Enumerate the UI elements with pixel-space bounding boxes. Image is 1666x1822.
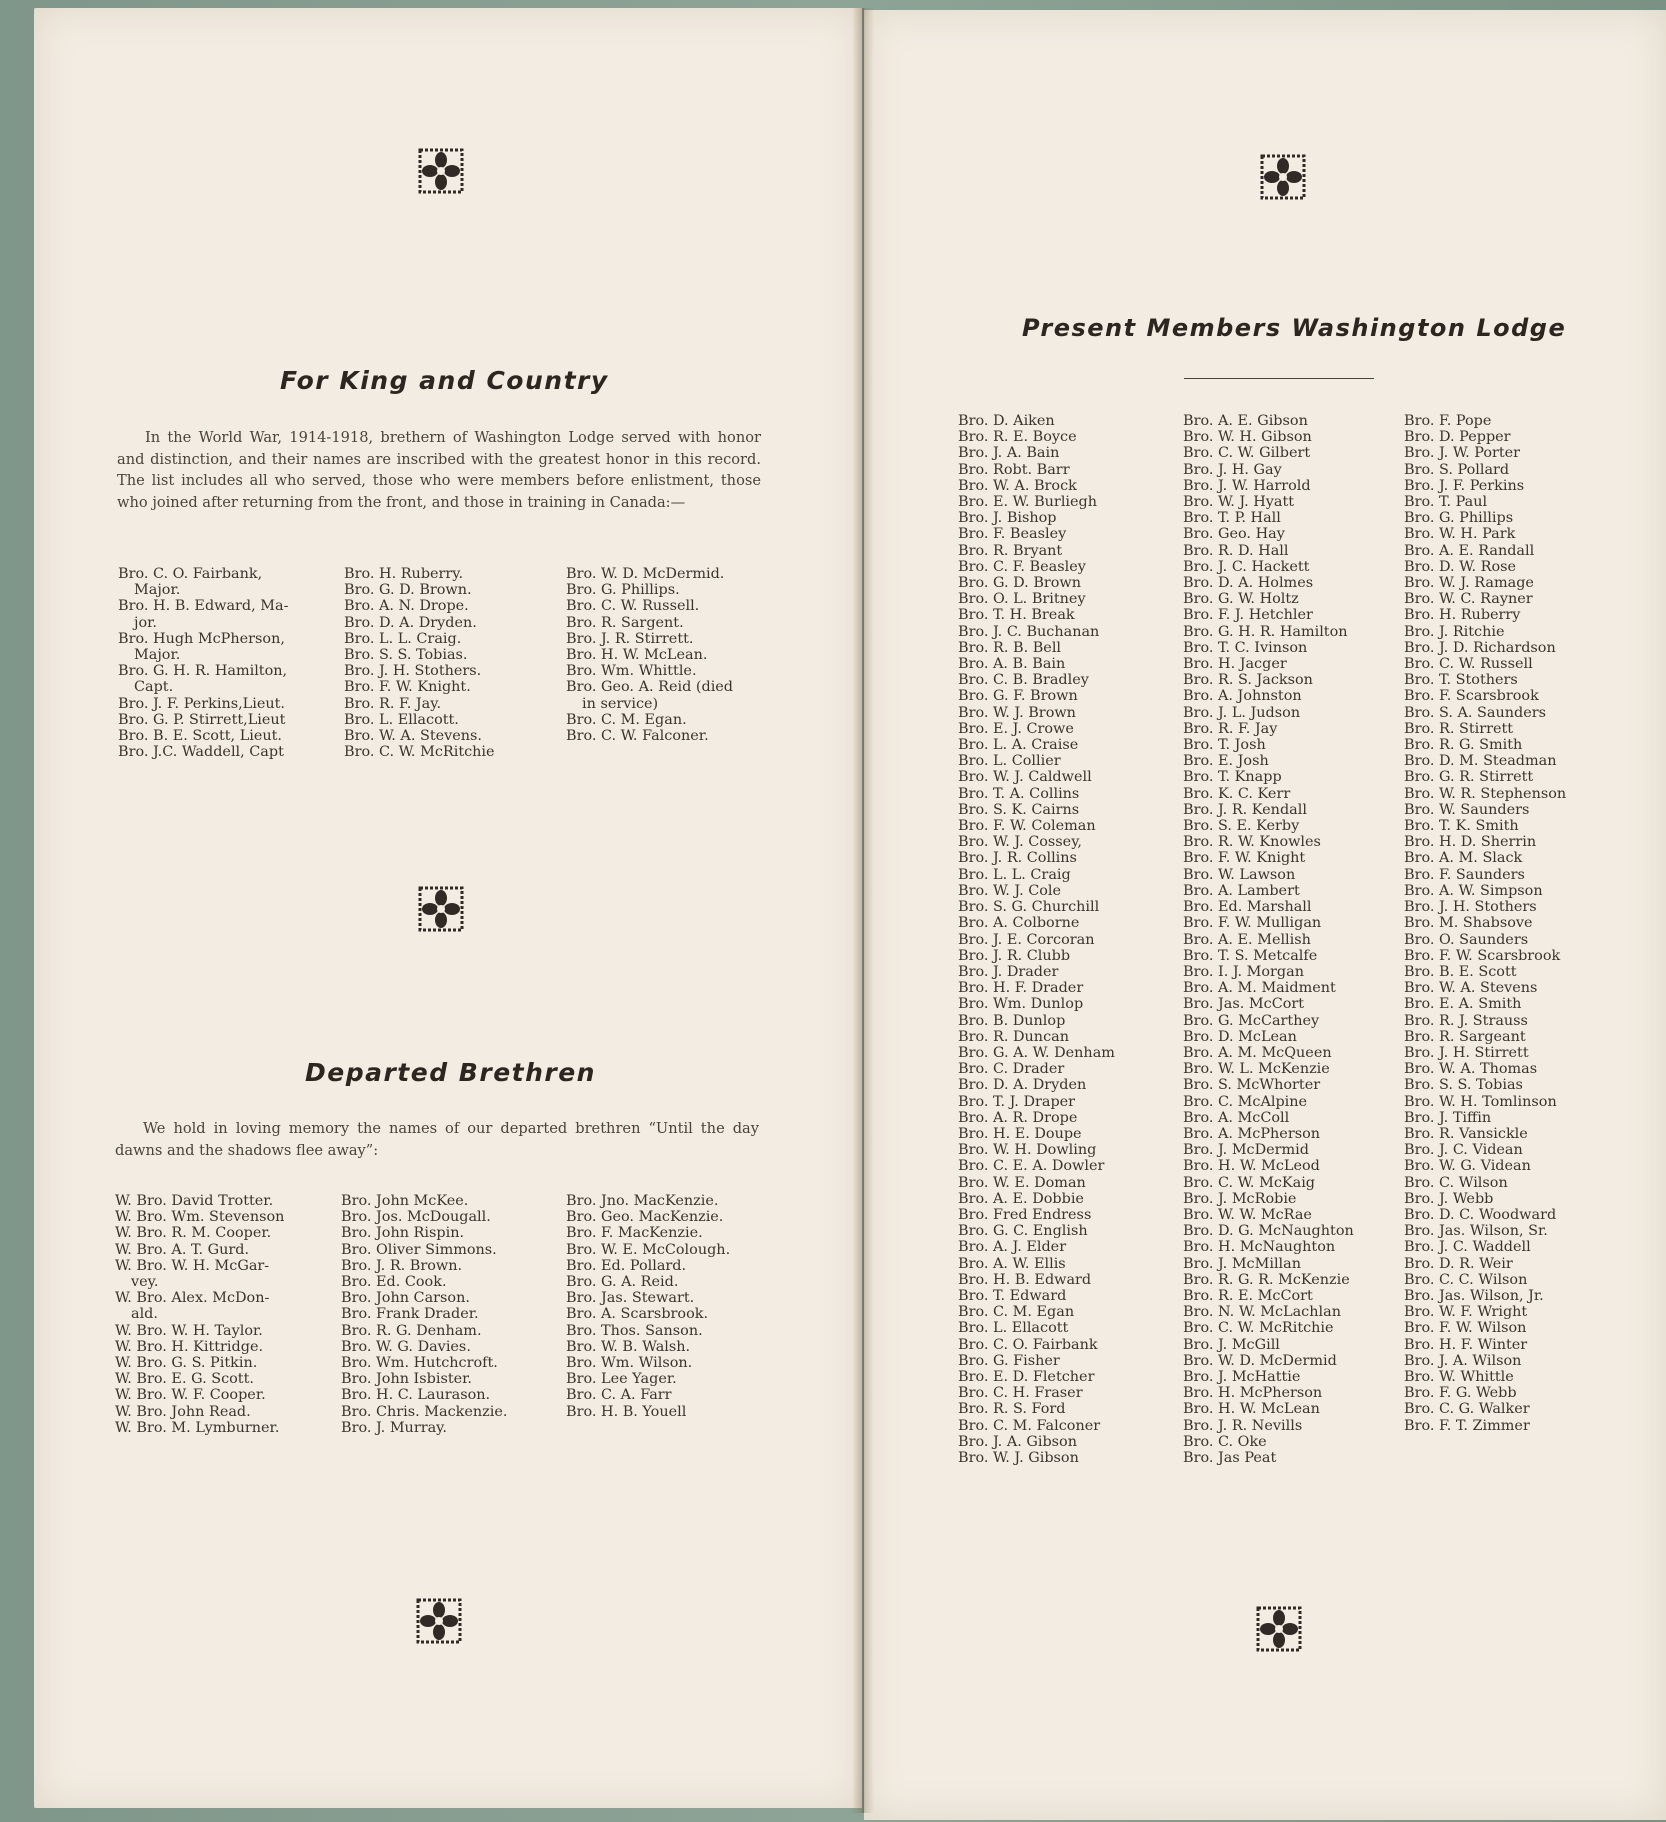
list-item: Bro. C. W. McRitchie [1183,1320,1334,1337]
list-item: Bro. H. W. McLean [1183,1401,1320,1418]
list-item: Bro. J. L. Judson [1183,704,1301,721]
list-item: Bro. N. W. McLachlan [1183,1304,1341,1321]
list-item: Bro. G. C. English [958,1223,1088,1240]
list-item: W. Bro. H. Kittridge. [115,1338,264,1355]
list-item: Bro. J. A. Bain [958,445,1060,462]
list-item: Bro. A. McColl [1183,1109,1290,1126]
list-item: ald. [131,1306,158,1323]
list-item: Bro. H. Jacger [1183,656,1287,673]
list-item: Bro. A. M. Slack [1404,850,1523,867]
list-item: Bro. F. Pope [1404,413,1492,429]
list-item: Bro. Wm. Dunlop [958,996,1084,1013]
list-item: Bro. A. Colborne [958,915,1080,932]
list-item: Bro. R. B. Bell [958,639,1062,656]
list-item: Bro. W. E. McColough. [566,1241,731,1258]
list-item: Bro. D. R. Weir [1404,1255,1513,1272]
list-item: Bro. Jas. Stewart. [566,1290,695,1307]
list-item: Bro. D. McLean [1183,1028,1297,1045]
list-item: Bro. A. Johnston [1183,688,1302,705]
list-item: Bro. J. F. Perkins [1404,477,1525,494]
list-item: Bro. C. Drader [958,1061,1065,1078]
list-item: Bro. J. Tiffin [1404,1109,1492,1126]
list-item: Bro. R. S. Jackson [1183,672,1313,689]
list-item: Bro. C. G. Walker [1404,1401,1530,1418]
list-item: Bro. E. A. Smith [1404,996,1522,1013]
list-item: Bro. B. Dunlop [958,1012,1066,1029]
departed-intro: We hold in loving memory the names of our departed brethren “Until the day dawns and the shadows flee away”: [115,1120,759,1159]
list-item: Bro. H. B. Edward, Ma- [118,598,289,615]
list-item: Bro. W. J. Gibson [958,1450,1079,1466]
list-item: Bro. R. S. Ford [958,1401,1066,1418]
list-item: Bro. J. C. Waddell [1404,1239,1531,1256]
list-item: W. Bro. Alex. McDon- [115,1290,270,1307]
list-item: Bro. J. R. Collins [958,850,1077,867]
list-item: Bro. W. J. Cole [958,882,1062,899]
list-item: Bro. W. A. Stevens. [344,728,483,745]
list-item: Bro. W. B. Walsh. [566,1338,691,1355]
list-item: Bro. Oliver Simmons. [341,1241,497,1258]
list-item: Bro. W. Saunders [1404,801,1530,818]
list-item: Bro. Ed. Pollard. [566,1257,687,1274]
list-item: Bro. H. McPherson [1183,1385,1323,1402]
list-item: Bro. A. E. Dobbie [958,1190,1084,1207]
list-item: W. Bro. A. T. Gurd. [115,1241,250,1258]
list-item: Bro. E. Josh [1183,753,1269,770]
list-item: Bro. L. A. Craise [958,737,1079,754]
list-item: Bro. W. F. Wright [1404,1304,1528,1321]
list-item: Bro. E. D. Fletcher [958,1368,1095,1385]
list-item: Bro. R. Sargeant [1404,1028,1526,1045]
list-item: Bro. W. E. Doman [958,1174,1086,1191]
list-item: Bro. G. H. R. Hamilton, [118,663,288,680]
list-item: Bro. D. G. McNaughton [1183,1223,1354,1240]
list-item: Bro. H. E. Doupe [958,1125,1082,1142]
list-item: Bro. G. H. R. Hamilton [1183,623,1348,640]
list-item: Bro. T. K. Smith [1404,818,1519,835]
list-item: Bro. W. D. McDermid. [566,566,725,582]
list-item: Bro. John Carson. [341,1290,470,1307]
list-item: Bro. J. A. Wilson [1404,1352,1522,1369]
list-item: Bro. W. A. Thomas [1404,1061,1538,1078]
list-item: Bro. F. W. Knight. [344,679,471,696]
list-item: Bro. W. Lawson [1183,866,1296,883]
list-item: Bro. R. Bryant [958,542,1063,559]
list-item: Bro. R. G. Denham. [341,1322,482,1339]
list-item: Bro. Jos. McDougall. [341,1209,491,1226]
list-item: Bro. G. Phillips. [566,582,680,599]
members-list-col3 [1404,413,1600,1434]
list-item: Bro. D. Pepper [1404,429,1511,446]
list-item: Bro. C. C. Wilson [1404,1271,1528,1288]
list-item: W. Bro. W. H. Taylor. [115,1322,263,1339]
list-item: Bro. G. F. Brown [958,688,1078,705]
list-item: Bro. Jas. Wilson, Jr. [1404,1287,1544,1304]
list-item: Bro. F. W. Wilson [1404,1320,1527,1337]
list-item: Bro. Chris. Mackenzie. [341,1403,508,1420]
list-item: Bro. C. M. Falconer [958,1417,1101,1434]
list-item: Bro. C. H. Fraser [958,1385,1083,1402]
list-item: Bro. H. W. McLeod [1183,1158,1320,1175]
list-item: Bro. G. D. Brown [958,575,1082,592]
list-item: Bro. W. R. Stephenson [1404,785,1567,802]
list-item: Bro. J. C. Buchanan [958,623,1100,640]
list-item: Bro. W. A. Brock [958,477,1077,494]
list-item: Bro. G. W. Holtz [1183,591,1299,608]
list-item: Bro. Ed. Marshall [1183,899,1312,916]
list-item: Bro. R. J. Strauss [1404,1012,1528,1029]
list-item: Bro. T. P. Hall [1183,510,1281,527]
list-item: Bro. Jno. MacKenzie. [566,1193,719,1209]
list-item: Bro. S. K. Cairns [958,801,1080,818]
list-item: Bro. O. L. Britney [958,591,1086,608]
list-item: Bro. Hugh McPherson, [118,630,285,647]
list-item: Bro. J. Drader [958,963,1059,980]
list-item: Bro. C. A. Farr [566,1387,672,1404]
list-item: Bro. Ed. Cook. [341,1274,447,1291]
list-item: Bro. F. W. Knight [1183,850,1306,867]
list-item: Bro. Jas. Wilson, Sr. [1404,1223,1548,1240]
list-item: Bro. G. P. Stirrett,Lieut [118,711,286,728]
list-item: Bro. A. McPherson [1183,1125,1321,1142]
members-heading: Present Members Washington Lodge [1022,314,1567,342]
list-item: Bro. Geo. Hay [1183,526,1285,543]
list-item: Bro. J. H. Stothers [1404,899,1537,916]
list-item: Bro. W. Whittle [1404,1368,1514,1385]
list-item: Bro. H. F. Drader [958,980,1084,997]
list-item: Bro. J.C. Waddell, Capt [118,744,284,761]
list-item: Bro. O. Saunders [1404,931,1529,948]
list-item: Bro. John Rispin. [341,1225,465,1242]
list-item: Bro. F. MacKenzie. [566,1225,703,1242]
list-item: Bro. F. G. Webb [1404,1385,1517,1402]
list-item: Bro. L. Ellacott. [344,711,459,728]
leaf-ornament-icon [416,884,466,934]
list-item: Bro. H. F. Winter [1404,1336,1528,1353]
list-item: Bro. H. B. Edward [958,1271,1092,1288]
list-item: Bro. C. O. Fairbank, [118,566,263,582]
list-item: Bro. A. B. Bain [958,656,1066,673]
list-item: Bro. C. F. Beasley [958,558,1086,575]
list-item: Bro. F. Beasley [958,526,1067,543]
list-item: W. Bro. W. H. McGar- [115,1257,270,1274]
members-list-col2 [1183,413,1397,1466]
list-item: Bro. Geo. MacKenzie. [566,1209,724,1226]
list-item: Bro. D. W. Rose [1404,558,1517,575]
list-item: Bro. L. L. Craig [958,866,1071,883]
list-item: Bro. T. A. Collins [958,785,1080,802]
list-item: Capt. [134,679,174,696]
list-item: Bro. J. C. Videan [1404,1142,1523,1159]
list-item: Bro. W. J. Ramage [1404,575,1534,592]
list-item: Bro. C. W. Russell. [566,598,700,615]
list-item: Bro. J. McDermid [1183,1142,1310,1159]
list-item: Bro. A. E. Mellish [1183,931,1311,948]
list-item: Bro. T. Knapp [1183,769,1282,786]
list-item: Bro. W. H. Dowling [958,1142,1097,1159]
list-item: Bro. Robt. Barr [958,461,1070,478]
list-item: Bro. F. Scarsbrook [1404,688,1539,705]
list-item: Bro. D. A. Dryden [958,1077,1087,1094]
list-item: W. Bro. David Trotter. [115,1193,274,1209]
list-item: Bro. H. W. McLean. [566,647,708,664]
list-item: Bro. C. W. Russell [1404,656,1533,673]
members-list-col1 [958,413,1172,1466]
list-item: Bro. C. O. Fairbank [958,1336,1098,1353]
list-item: Bro. Jas. McCort [1183,996,1305,1013]
list-item: Bro. F. W. Coleman [958,818,1096,835]
list-item: Bro. Frank Drader. [341,1306,479,1323]
list-item: Bro. J. R. Nevills [1183,1417,1303,1434]
list-item: Bro. A. J. Elder [958,1239,1067,1256]
list-item: Bro. T. Stothers [1404,672,1518,689]
list-item: Bro. A. E. Randall [1404,542,1535,559]
king-heading: For King and Country [280,366,609,395]
list-item: Bro. G. Phillips [1404,510,1514,527]
list-item: Bro. John McKee. [341,1193,469,1209]
king-list-col1 [118,566,318,760]
leaf-ornament-icon [414,1596,464,1646]
list-item: Bro. Lee Yager. [566,1371,677,1388]
list-item: W. Bro. G. S. Pitkin. [115,1355,258,1372]
list-item: Major. [134,647,181,664]
leaf-ornament-icon [1258,152,1308,202]
list-item: Bro. C. M. Egan. [566,711,687,728]
leaf-ornament-icon [416,146,466,196]
list-item: Bro. J. H. Stirrett [1404,1044,1529,1061]
list-item: Bro. R. Stirrett [1404,720,1514,737]
list-item: Bro. J. R. Stirrett. [566,630,694,647]
list-item: W. Bro. M. Lymburner. [115,1419,280,1436]
list-item: Bro. W. H. Gibson [1183,429,1312,446]
list-item: Bro. R. Duncan [958,1028,1069,1045]
departed-list-col2 [341,1193,553,1436]
list-item: Bro. F. W. Scarsbrook [1404,947,1561,964]
list-item: Bro. R. G. R. McKenzie [1183,1271,1350,1288]
list-item: Bro. C. M. Egan [958,1304,1075,1321]
list-item: Bro. A. M. McQueen [1183,1044,1332,1061]
list-item: Bro. W. J. Hyatt [1183,494,1295,511]
list-item: Bro. Wm. Hutchcroft. [341,1355,498,1372]
list-item: Bro. G. A. Reid. [566,1274,679,1291]
list-item: Bro. J. R. Kendall [1183,801,1307,818]
list-item: Bro. K. C. Kerr [1183,785,1291,802]
list-item: Bro. T. S. Metcalfe [1183,947,1318,964]
departed-heading: Departed Brethren [305,1058,596,1087]
list-item: Bro. F. Saunders [1404,866,1525,883]
list-item: W. Bro. Wm. Stevenson [115,1209,285,1226]
list-item: Bro. R. G. Smith [1404,737,1523,754]
list-item: Bro. R. Vansickle [1404,1125,1528,1142]
list-item: Bro. D. A. Dryden. [344,614,477,631]
list-item: Bro. Jas Peat [1183,1450,1277,1466]
list-item: Bro. C. W. Gilbert [1183,445,1311,462]
list-item: Bro. F. T. Zimmer [1404,1417,1530,1434]
list-item: Bro. J. McGill [1183,1336,1280,1353]
list-item: Bro. Thos. Sanson. [566,1322,703,1339]
list-item: Bro. W. J. Brown [958,704,1076,721]
list-item: Bro. B. E. Scott [1404,963,1517,980]
list-item: Bro. Fred Endress [958,1206,1092,1223]
list-item: Bro. D. A. Holmes [1183,575,1314,592]
list-item: Bro. J. E. Corcoran [958,931,1095,948]
list-item: Bro. A. W. Simpson [1404,882,1543,899]
list-item: Bro. T. C. Ivinson [1183,639,1308,656]
list-item: Bro. J. D. Richardson [1404,639,1556,656]
list-item: Bro. F. W. Mulligan [1183,915,1322,932]
list-item: Bro. J. F. Perkins,Lieut. [118,695,285,712]
list-item: Bro. W. J. Caldwell [958,769,1092,786]
list-item: Bro. J. A. Gibson [958,1433,1077,1450]
list-item: Bro. J. Murray. [341,1419,447,1436]
list-item: Bro. G. D. Brown. [344,582,472,599]
list-item: Bro. W. W. McRae [1183,1206,1312,1223]
list-item: Bro. J. W. Harrold [1183,477,1311,494]
list-item: Bro. D. M. Steadman [1404,753,1557,770]
list-item: Bro. Wm. Whittle. [566,663,697,680]
list-item: Bro. W. H. Tomlinson [1404,1093,1557,1110]
list-item: Bro. W. G. Davies. [341,1338,471,1355]
list-item: Bro. C. W. McRitchie [344,744,495,761]
list-item: Bro. L. Ellacott [958,1320,1069,1337]
list-item: W. Bro. R. M. Cooper. [115,1225,272,1242]
list-item: Bro. H. B. Youell [566,1403,687,1420]
list-item: Bro. W. L. McKenzie [1183,1061,1330,1078]
list-item: Bro. E. W. Burliegh [958,494,1098,511]
list-item: Bro. E. J. Crowe [958,720,1074,737]
list-item: Bro. A. E. Gibson [1183,413,1308,429]
list-item: Bro. I. J. Morgan [1183,963,1304,980]
list-item: Bro. S. A. Saunders [1404,704,1547,721]
list-item: W. Bro. W. F. Cooper. [115,1387,266,1404]
list-item: Bro. A. M. Maidment [1183,980,1336,997]
list-item: Bro. S. Pollard [1404,461,1510,478]
list-item: Bro. R. D. Hall [1183,542,1289,559]
leaf-ornament-icon [1254,1604,1304,1654]
list-item: Bro. H. McNaughton [1183,1239,1336,1256]
list-item: Bro. M. Shabsove [1404,915,1533,932]
list-item: Bro. C. W. Falconer. [566,728,709,745]
list-item: Major. [134,582,181,599]
list-item: Bro. A. Lambert [1183,882,1300,899]
list-item: Bro. J. McMillan [1183,1255,1301,1272]
list-item: Bro. S. McWhorter [1183,1077,1321,1094]
list-item: Bro. G. Fisher [958,1352,1060,1369]
list-item: Bro. R. E. Boyce [958,429,1077,446]
list-item: Bro. R. Sargent. [566,614,684,631]
list-item: Bro. L. L. Craig. [344,630,462,647]
list-item: Bro. C. McAlpine [1183,1093,1308,1110]
list-item: W. Bro. John Read. [115,1403,251,1420]
list-item: Bro. H. C. Laurason. [341,1387,491,1404]
list-item: Bro. J. Ritchie [1404,623,1505,640]
list-item: Bro. J. H. Gay [1183,461,1282,478]
list-item: Bro. B. E. Scott, Lieut. [118,728,282,745]
list-item: Bro. R. F. Jay [1183,720,1278,737]
list-item: Bro. W. C. Rayner [1404,591,1533,608]
list-item: Bro. A. N. Drope. [344,598,469,615]
list-item: Bro. John Isbister. [341,1371,472,1388]
list-item: Bro. R. E. McCort [1183,1287,1313,1304]
list-item: Bro. W. H. Park [1404,526,1516,543]
list-item: Bro. A. R. Drope [958,1109,1078,1126]
list-item: Bro. G. R. Stirrett [1404,769,1534,786]
list-item: Bro. J. W. Porter [1404,445,1521,462]
list-item: Bro. G. A. W. Denham [958,1044,1115,1061]
list-item: Bro. H. Ruberry. [344,566,464,582]
list-item: Bro. L. Collier [958,753,1061,770]
list-item: Bro. J. R. Clubb [958,947,1071,964]
list-item: Bro. C. Wilson [1404,1174,1508,1191]
king-list-col3 [566,566,776,744]
list-item: Bro. T. J. Draper [958,1093,1076,1110]
list-item: Bro. W. G. Videan [1404,1158,1531,1175]
king-list-col2 [344,566,554,760]
list-item: Bro. T. H. Break [958,607,1075,624]
list-item: Bro. G. McCarthey [1183,1012,1320,1029]
list-item: Bro. J. Bishop [958,510,1057,527]
list-item: Bro. A. W. Ellis [958,1255,1066,1272]
list-item: in service) [582,695,659,712]
list-item: Bro. W. D. McDermid [1183,1352,1337,1369]
list-item: Bro. H. D. Sherrin [1404,834,1537,851]
list-item: Bro. J. McHattie [1183,1368,1301,1385]
list-item: Bro. A. Scarsbrook. [566,1306,709,1323]
heading-rule [1184,378,1374,379]
list-item: Bro. R. W. Knowles [1183,834,1321,851]
list-item: Bro. J. McRobie [1183,1190,1297,1207]
list-item: Bro. F. J. Hetchler [1183,607,1313,624]
list-item: Bro. Wm. Wilson. [566,1355,693,1372]
list-item: W. Bro. E. G. Scott. [115,1371,254,1388]
list-item: Bro. Geo. A. Reid (died [566,679,734,696]
list-item: jor. [134,614,157,631]
king-intro: In the World War, 1914-1918, brethern of Washington Lodge served with honor and distinction, and their names are inscribed with the greatest honor in this record. The list includes all who served, those who were members before enlistment, those who joined after returning from the front, and those in training in Canada:— [117,429,761,511]
departed-list-col1 [115,1193,327,1436]
list-item: Bro. J. H. Stothers. [344,663,482,680]
list-item: Bro. W. A. Stevens [1404,980,1538,997]
list-item: Bro. C. E. A. Dowler [958,1158,1105,1175]
list-item: Bro. J. R. Brown. [341,1257,463,1274]
list-item: Bro. S. E. Kerby [1183,818,1300,835]
book-gutter [852,8,874,1813]
list-item: Bro. C. B. Bradley [958,672,1089,689]
list-item: Bro. C. Oke [1183,1433,1267,1450]
list-item: Bro. S. S. Tobias. [344,647,468,664]
departed-list-col3 [566,1193,778,1420]
list-item: vey. [131,1274,159,1291]
list-item: Bro. T. Edward [958,1287,1067,1304]
list-item: Bro. J. C. Hackett [1183,558,1310,575]
list-item: Bro. S. S. Tobias [1404,1077,1523,1094]
list-item: Bro. C. W. McKaig [1183,1174,1316,1191]
list-item: Bro. T. Paul [1404,494,1488,511]
list-item: Bro. R. F. Jay. [344,695,442,712]
list-item: Bro. H. Ruberry [1404,607,1521,624]
list-item: Bro. S. G. Churchill [958,899,1100,916]
list-item: Bro. D. Aiken [958,413,1055,429]
list-item: Bro. J. Webb [1404,1190,1494,1207]
list-item: Bro. T. Josh [1183,737,1266,754]
list-item: Bro. D. C. Woodward [1404,1206,1557,1223]
list-item: Bro. W. J. Cossey, [958,834,1082,851]
